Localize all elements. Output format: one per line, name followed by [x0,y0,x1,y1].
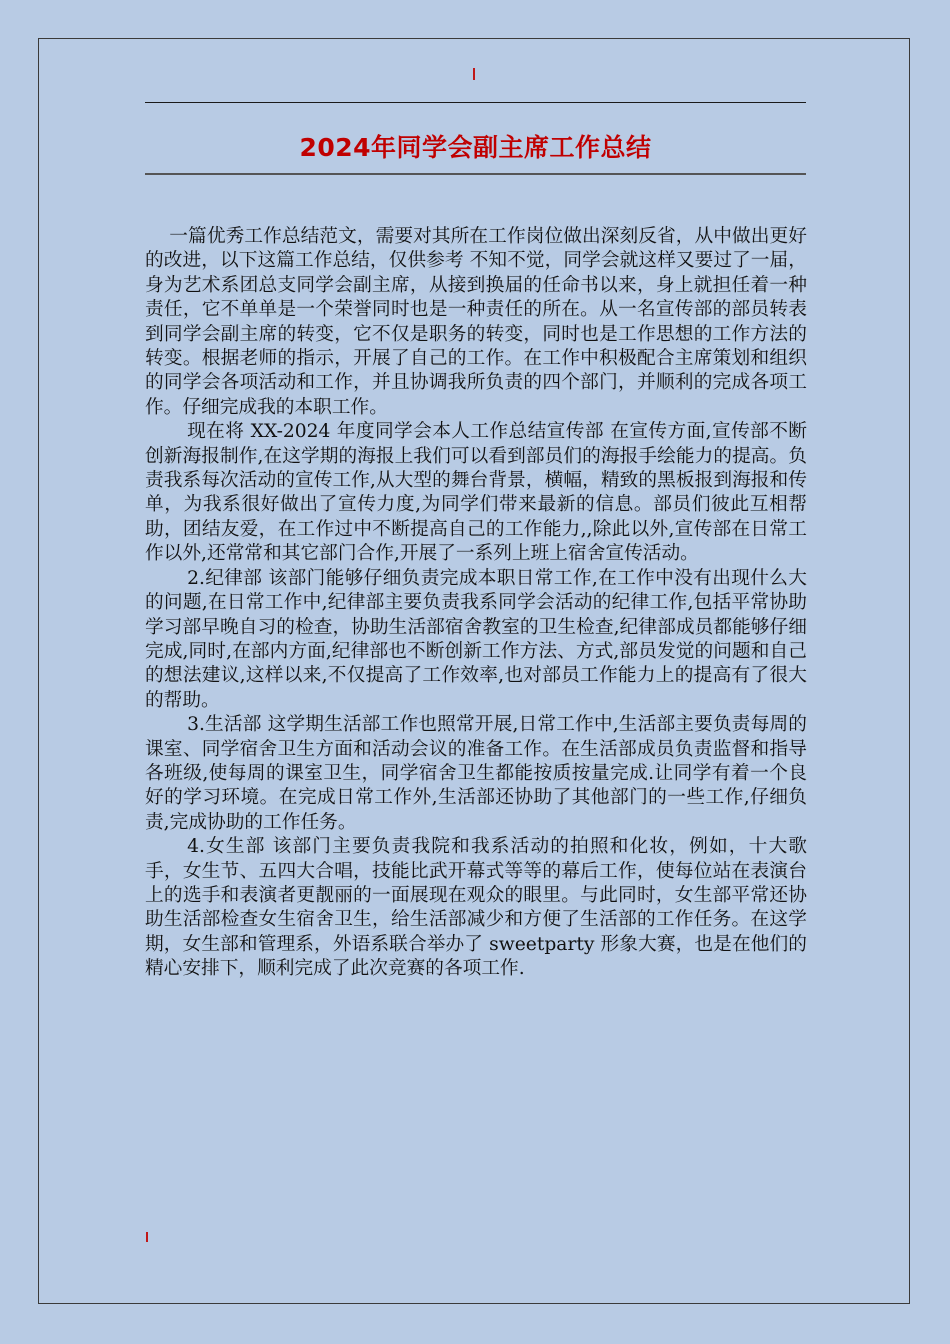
paragraph-life: 3.生活部 这学期生活部工作也照常开展,日常工作中,生活部主要负责每周的课室、同学宿舍卫生方面和活动会议的准备工作。在生活部成员负责监督和指导各班级,使每周的课室卫生，同学宿舍卫生都能按质按量完成.让同学有着一个良好的学习环境。在完成日常工作外,生活部还协助了其他部门的一些工作,仔细负责,完成协助的工作任务。 [145,714,807,833]
paragraph-publicity: 现在将 XX-2024 年度同学会本人工作总结宣传部 在宣传方面,宣传部不断创新海报制作,在这学期的海报上我们可以看到部员们的海报手绘能力的提高。负责我系每次活动的宣传工作,从大型的舞台背景，横幅，精致的黑板报到海报和传单，为我系很好做出了宣传力度,为同学们带来最新的信息。部员们彼此互相帮助，团结友爱，在工作过中不断提高自己的工作能力,,除此以外,宣传部在日常工作以外,还常常和其它部门合作,开展了一系列上班上宿舍宣传活动。 [145,421,807,565]
title-divider [145,173,806,175]
document-body [145,225,807,982]
paragraph-girls: 4.女生部 该部门主要负责我院和我系活动的拍照和化妆，例如，十大歌手，女生节、五四大合唱，技能比武开幕式等等的幕后工作，使每位站在表演台上的选手和表演者更靓丽的一面展现在观众的眼里。与此同时，女生部平常还协助生活部检查女生宿舍卫生，给生活部减少和方便了生活部的工作任务。在这学期，女生部和管理系，外语系联合举办了 sweetparty 形象大赛，也是在他们的精心安排下，顺利完成了此次竞赛的各项工作. [145,836,807,980]
header-divider [145,102,806,103]
document-title: 2024年同学会副主席工作总结 [299,133,652,162]
paragraph-discipline: 2.纪律部 该部门能够仔细负责完成本职日常工作,在工作中没有出现什么大的问题,在日常工作中,纪律部主要负责我系同学会活动的纪律工作,包括平常协助学习部早晚自习的检查，协助生活部宿舍教室的卫生检查,纪律部成员都能够仔细完成,同时,在部内方面,纪律部也不断创新工作方法、方式,部员发觉的问题和自己的想法建议,这样以来,不仅提高了工作效率,也对部员工作能力上的提高有了很大的帮助。 [145,567,807,711]
header-cursor-mark [473,68,475,80]
paragraph-intro: 一篇优秀工作总结范文，需要对其所在工作岗位做出深刻反省，从中做出更好的改进，以下这篇工作总结，仅供参考 不知不觉，同学会就这样又要过了一届，身为艺术系团总支同学会副主席，从接到换届的任命书以来，身上就担任着一种责任，它不单单是一个荣誉同时也是一种责任的所在。从一名宣传部的部员转表到同学会副主席的转变，它不仅是职务的转变，同时也是工作思想的工作方法的转变。根据老师的指示，开展了自己的工作。在工作中积极配合主席策划和组织的同学会各项活动和工作，并且协调我所负责的四个部门，并顺利的完成各项工作。仔细完成我的本职工作。 [145,226,807,418]
footer-cursor-mark [146,1232,148,1242]
